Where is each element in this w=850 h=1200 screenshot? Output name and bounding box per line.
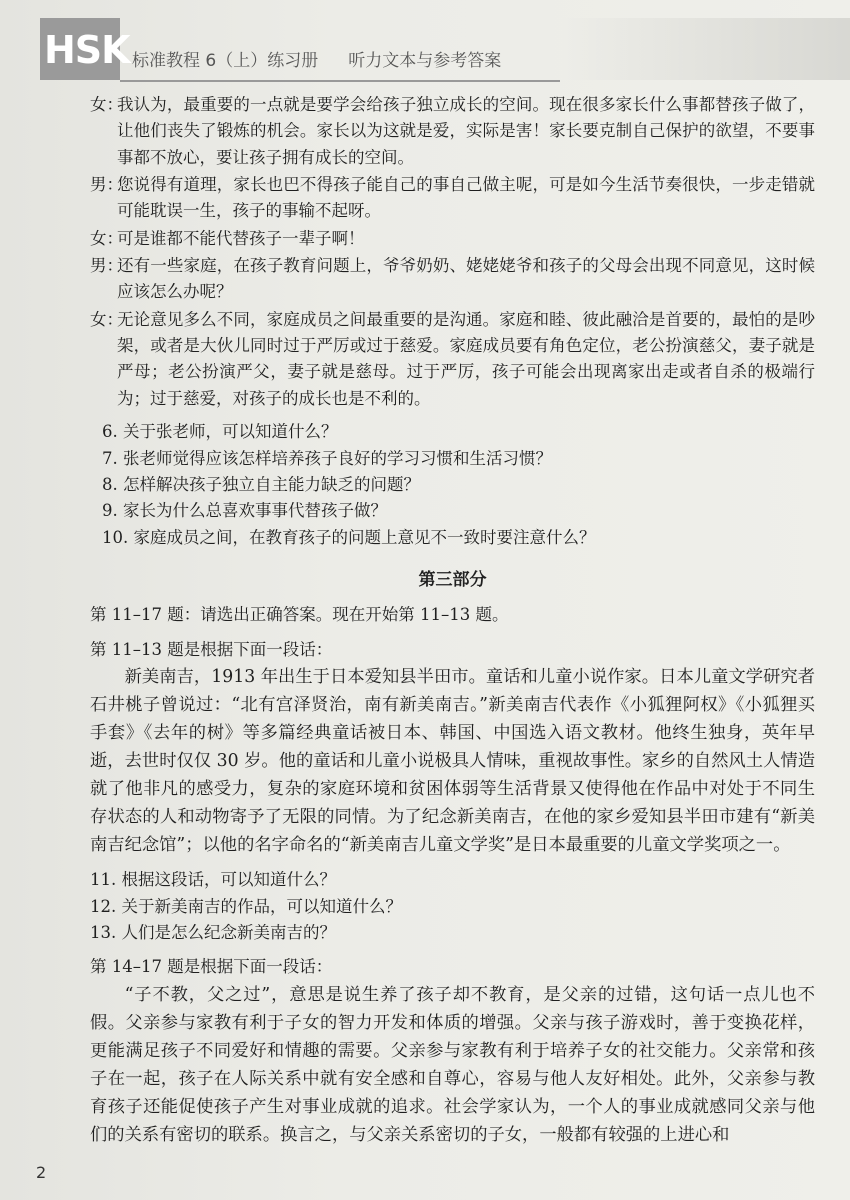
part-three-heading: 第三部分 bbox=[418, 570, 487, 591]
header-rule bbox=[120, 80, 560, 82]
question-item: 8. 怎样解决孩子独立自主能力缺乏的问题？ bbox=[102, 474, 420, 494]
passage-text: “子不教，父之过”，意思是说生养了孩子却不教育，是父亲的过错，这句话一点儿也不假。父亲参与家教有利于子女的智力开发和体质的增强。父亲与孩子游戏时，善于变换花样，更能满足孩子不同爱好和情趣的需要。父亲参与家教有利于培养子女的社交能力。父亲常和孩子在一起，孩子在人际关系中就有安全感和自尊心，容易与他人友好相处。此外，父亲参与教育孩子还能促使孩子产生对事业成就的追求。社会学家认为，一个人的事业成就感同父亲与他们的关系有密切的联系。换言之，与父亲关系密切的子女，一般都有较强的上进心和 bbox=[90, 984, 815, 1145]
speaker-label: 女： bbox=[90, 228, 123, 248]
question-list bbox=[90, 419, 815, 551]
dialogue-line bbox=[90, 172, 815, 225]
speaker-label: 男： bbox=[90, 175, 123, 195]
question-item: 10. 家庭成员之间，在教育孩子的问题上意见不一致时要注意什么？ bbox=[102, 527, 596, 547]
hsk-logo: HSK bbox=[44, 28, 130, 72]
utterance: 可是谁都不能代替孩子一辈子啊！ bbox=[117, 228, 365, 248]
page-number: 2 bbox=[36, 1163, 47, 1182]
question-item: 7. 张老师觉得应该怎样培养孩子良好的学习习惯和生活习惯？ bbox=[102, 448, 552, 468]
book-title: 标准教程 6（上）练习册 bbox=[132, 51, 319, 71]
section-title: 听力文本与参考答案 bbox=[348, 51, 502, 71]
instruction-text: 第 11–17 题：请选出正确答案。现在开始第 11–13 题。 bbox=[90, 605, 509, 625]
utterance: 您说得有道理，家长也巴不得孩子能自己的事自己做主呢，可是如今生活节奏很快，一步走错就可能耽误一生，孩子的事输不起呀。 bbox=[117, 175, 815, 221]
dialogue-line bbox=[90, 307, 815, 413]
dialogue bbox=[90, 92, 815, 412]
speaker-label: 男： bbox=[90, 256, 123, 276]
question-item: 9. 家长为什么总喜欢事事代替孩子做？ bbox=[102, 501, 387, 521]
running-title bbox=[132, 46, 501, 71]
utterance: 无论意见多么不同，家庭成员之间最重要的是沟通。家庭和睦、彼此融洽是首要的，最怕的是吵架，或者是大伙儿同时过于严厉或过于慈爱。家庭成员要有角色定位，老公扮演慈父，妻子就是严母；老公扮演严父，妻子就是慈母。过于严厉，孩子可能会出现离家出走或者自杀的极端行为；过于慈爱，对孩子的成长也是不利的。 bbox=[117, 309, 815, 408]
speaker-label: 女： bbox=[90, 95, 123, 114]
question-item: 12. 关于新美南吉的作品，可以知道什么？ bbox=[90, 896, 402, 916]
question-list bbox=[90, 867, 815, 946]
dialogue-line bbox=[90, 92, 815, 171]
speaker-label: 女： bbox=[90, 309, 123, 329]
question-item: 6. 关于张老师，可以知道什么？ bbox=[102, 422, 338, 442]
passage-text: 新美南吉，1913 年出生于日本爱知县半田市。童话和儿童小说作家。日本儿童文学研究者石井桃子曾说过：“北有宫泽贤治，南有新美南吉。”新美南吉代表作《小狐狸阿权》《小狐狸买手套》《去年的树》等多篇经典童话被日本、韩国、中国选入语文教材。他终生独身，英年早逝，去世时仅仅 30 岁。他的童话和儿童小说极具人情味，重视故事性。家乡的自然风土人情造就了他非凡的感受力，复杂的家庭环境和贫困体弱等生活背景又使得他在作品中对处于不同生存状态的人和动物寄予了无限的同情。为了纪念新美南吉，在他的家乡爱知县半田市建有“新美南吉纪念馆”；以他的名字命名的“新美南吉儿童文学奖”是日本最重要的儿童文学奖项之一。 bbox=[90, 667, 815, 856]
header-shade bbox=[560, 18, 850, 80]
page-header bbox=[0, 0, 850, 90]
question-item: 11. 根据这段话，可以知道什么？ bbox=[90, 870, 336, 890]
dialogue-line bbox=[90, 253, 815, 306]
dialogue-line bbox=[90, 226, 815, 252]
passage-intro: 第 11–13 题是根据下面一段话： bbox=[90, 639, 333, 659]
utterance: 我认为，最重要的一点就是要学会给孩子独立成长的空间。现在很多家长什么事都替孩子做了，让他们丧失了锻炼的机会。家长以为这就是爱，实际是害！家长要克制自己保护的欲望，不要事事都不放心，要让孩子拥有成长的空间。 bbox=[117, 95, 815, 167]
utterance: 还有一些家庭，在孩子教育问题上，爷爷奶奶、姥姥姥爷和孩子的父母会出现不同意见，这时候应该怎么办呢？ bbox=[117, 256, 815, 302]
page-body bbox=[90, 92, 815, 1149]
question-item: 13. 人们是怎么纪念新美南吉的？ bbox=[90, 922, 336, 942]
passage-intro: 第 14–17 题是根据下面一段话： bbox=[90, 957, 333, 977]
